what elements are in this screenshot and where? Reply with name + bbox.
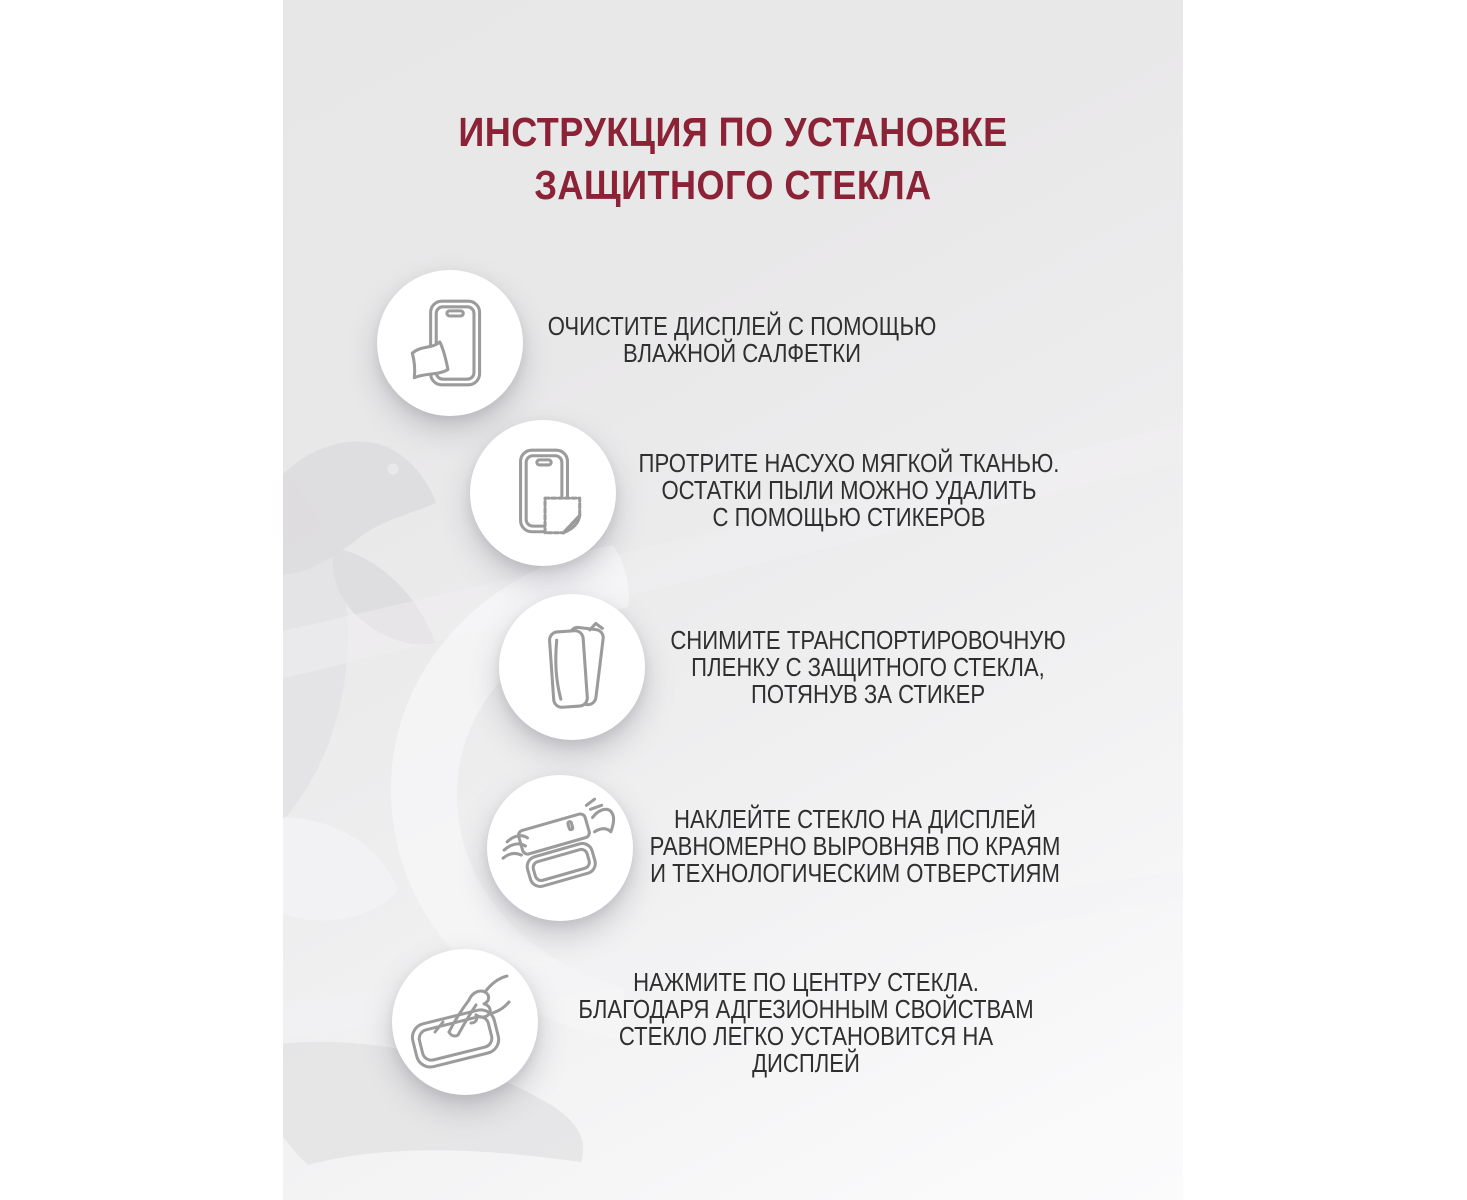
press-center-icon <box>405 971 525 1073</box>
step-1-text: ОЧИСТИТЕ ДИСПЛЕЙ С ПОМОЩЬЮ ВЛАЖНОЙ САЛФЕТКИ <box>547 311 937 368</box>
phone-wipe-icon <box>399 292 501 394</box>
step-3-icon-circle <box>499 594 645 740</box>
step-3-text: СНИМИТЕ ТРАНСПОРТИРОВОЧНУЮ ПЛЕНКУ С ЗАЩИТНОГО СТЕКЛА, ПОТЯНУВ ЗА СТИКЕР <box>670 625 1066 709</box>
step-2-icon-circle <box>470 420 616 566</box>
step-5-icon-circle <box>392 949 538 1095</box>
align-glass-icon <box>499 797 621 899</box>
phone-sticker-icon <box>492 442 594 544</box>
instruction-poster <box>283 0 1183 1200</box>
title-line-1: ИНСТРУКЦИЯ ПО УСТАНОВКЕ <box>458 109 1008 155</box>
step-4-text: НАКЛЕЙТЕ СТЕКЛО НА ДИСПЛЕЙ РАВНОМЕРНО ВЫРОВНЯВ ПО КРАЯМ И ТЕХНОЛОГИЧЕСКИМ ОТВЕРСТИЯМ <box>649 804 1061 888</box>
step-5-text: НАЖМИТЕ ПО ЦЕНТРУ СТЕКЛА. БЛАГОДАРЯ АДГЕЗИОННЫМ СВОЙСТВАМ СТЕКЛО ЛЕГКО УСТАНОВИТСЯ НА ДИСПЛЕЙ <box>578 967 1034 1078</box>
page-title <box>337 106 1129 212</box>
step-2-text: ПРОТРИТЕ НАСУХО МЯГКОЙ ТКАНЬЮ. ОСТАТКИ ПЫЛИ МОЖНО УДАЛИТЬ С ПОМОЩЬЮ СТИКЕРОВ <box>638 448 1060 532</box>
step-4-icon-circle <box>487 775 633 921</box>
step-1-icon-circle <box>377 270 523 416</box>
title-line-2: ЗАЩИТНОГО СТЕКЛА <box>534 162 932 208</box>
film-peel-icon <box>521 616 623 718</box>
